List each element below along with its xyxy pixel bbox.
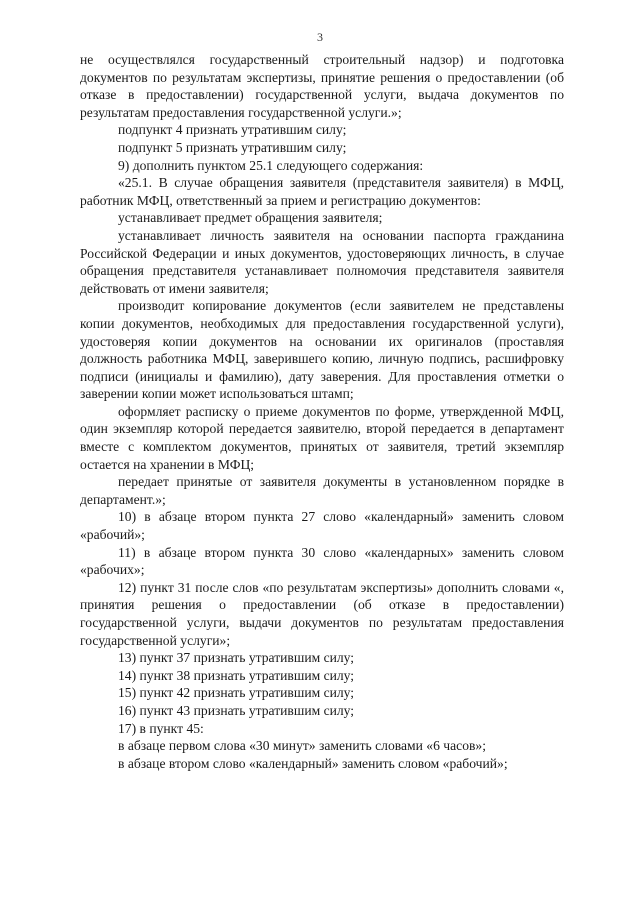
paragraph-clause-25-1: «25.1. В случае обращения заявителя (представителя заявителя) в МФЦ, работник МФЦ, ответственный за прием и регистрацию документов: [80,175,564,208]
paragraph-item-17-first: в абзаце первом слова «30 минут» заменить словами «6 часов»; [118,738,486,754]
paragraph-receipt: оформляет расписку о приеме документов по форме, утвержденной МФЦ, один экземпляр которой передается заявителю, второй передается в департамент вместе с комплектом документов, принятых от заявителя, третий экземпляр остается на хранении в МФЦ; [80,403,564,472]
paragraph-item-12: 12) пункт 31 после слов «по результатам экспертизы» дополнить словами «, принятия решения о предоставлении (об отказе в предоставлении) государственной услуги, выдачи документов по результатам предоставления государственной услуги»; [80,579,564,648]
paragraph-establish-identity: устанавливает личность заявителя на основании паспорта гражданина Российской Федерации и иных документов, удостоверяющих личность, в случае обращения представителя устанавливает полномочия представителя заявителя действовать от имени заявителя; [80,227,564,296]
paragraph-item-10: 10) в абзаце втором пункта 27 слово «календарный» заменить словом «рабочий»; [80,509,564,543]
paragraph-item-15: 15) пункт 42 признать утратившим силу; [118,685,355,701]
paragraph-item-17: 17) в пункт 45: [118,720,204,736]
paragraph-item-13: 13) пункт 37 признать утратившим силу; [118,650,355,666]
paragraph-item-9: 9) дополнить пунктом 25.1 следующего содержания: [118,157,424,173]
paragraph-subitem-5: подпункт 5 признать утратившим силу; [118,139,347,155]
page-number: 3 [317,30,323,44]
paragraph-continuation: не осуществлялся государственный строительный надзор) и подготовка документов по результатам экспертизы, принятие решения о предоставлении (об отказе в предоставлении) государственной услуги, выдача документов по результатам предоставления государственной услуги.»; [80,52,564,120]
paragraph-subitem-4: подпункт 4 признать утратившим силу; [118,122,347,138]
paragraph-item-17-second: в абзаце втором слово «календарный» заменить словом «рабочий»; [118,755,508,771]
paragraph-copy-documents: производит копирование документов (если заявителем не представлены копии документов, необходимых для предоставления государственной услуги), удостоверяя копии документов на основании их оригиналов (проставляя должность работника МФЦ, заверившего копию, личную подпись, расшифровку подписи (инициалы и фамилию), дату заверения. Для проставления отметки о заверении копии может использоваться штамп; [80,298,564,402]
paragraph-item-11: 11) в абзаце втором пункта 30 слово «календарных» заменить словом «рабочих»; [80,544,564,578]
paragraph-item-14: 14) пункт 38 признать утратившим силу; [118,667,355,683]
paragraph-transfer: передает принятые от заявителя документы в установленном порядке в департамент.»; [80,474,564,507]
paragraph-establish-subject: устанавливает предмет обращения заявителя; [118,210,383,226]
document-body [80,51,564,772]
paragraph-item-16: 16) пункт 43 признать утратившим силу; [118,702,355,718]
